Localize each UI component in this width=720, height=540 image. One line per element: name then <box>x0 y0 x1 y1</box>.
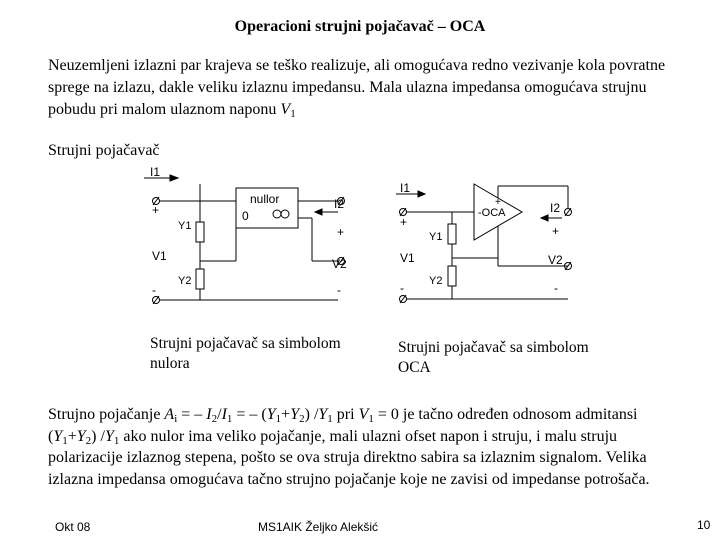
gain-y1b-symbol: Y <box>318 406 328 423</box>
gain-ai-symbol: A <box>164 406 175 423</box>
gain-text-4: = – ( <box>232 406 267 423</box>
gain-y1a-subscript: 1 <box>275 413 282 425</box>
oca-amp-plus: + <box>495 197 501 208</box>
gain-y2c-subscript: 2 <box>85 434 92 447</box>
intro-paragraph <box>48 55 688 121</box>
gain-y1a-symbol: Y <box>266 406 276 423</box>
intro-text: Neuzemljeni izlazni par krajeva se teško realizuje, ali omogućava redno vezivanje kola povratne sprege na izlazu, dakle veliku izlaznu impedansu. Mala ulazna impedansa omogućava strujnu pobudu pri malom ulaznom naponu <box>48 57 666 118</box>
gain-paragraph <box>48 404 688 490</box>
gain-text-5: + <box>281 406 291 423</box>
slide-title: Operacioni strujni pojačavač – OCA <box>234 18 486 35</box>
oca-terminals <box>400 208 572 303</box>
nullor-v2-label: V2 <box>332 257 347 271</box>
nullor-circuit-diagram <box>142 166 352 311</box>
oca-i2-label: I2 <box>550 201 561 215</box>
nullor-plus-out: + <box>337 225 345 239</box>
gain-y1b-subscript: 1 <box>327 413 333 425</box>
caption-oca: Strujni pojačavač sa simbolom OCA <box>398 339 589 376</box>
gain-y1d-symbol: Y <box>104 427 114 445</box>
gain-y1c-subscript: 1 <box>62 434 68 447</box>
gain-i2-symbol: I <box>206 406 212 423</box>
y1-resistor <box>196 222 204 242</box>
caption-nullor: Strujni pojačavač sa simbolom nulora <box>150 335 341 372</box>
i2-arrow-head <box>315 209 322 215</box>
intro-v-subscript: 1 <box>290 108 296 120</box>
oca-minus-out: - <box>554 281 558 295</box>
gain-y1c-symbol: Y <box>53 427 63 445</box>
page-number: 10 <box>697 518 711 532</box>
nullor-y2-label: Y2 <box>178 275 192 287</box>
oca-plus-out: + <box>552 224 560 238</box>
gain-y2a-symbol: Y <box>290 406 300 423</box>
i1-arrow-head <box>170 175 178 181</box>
oca-y1-label: Y1 <box>429 231 443 243</box>
oca-minus-in: - <box>400 281 404 295</box>
gain-i2-subscript: 2 <box>211 413 218 425</box>
oca-circuit-diagram <box>392 182 572 317</box>
gain-i1-symbol: I <box>221 406 227 423</box>
gain-ai-subscript: i <box>174 413 178 425</box>
nullor-i1-label: I1 <box>150 165 161 179</box>
oca-i1-label: I1 <box>400 181 411 195</box>
oca-y1-resistor <box>448 224 456 244</box>
nullor-zero-label: 0 <box>242 209 249 223</box>
oca-v2-label: V2 <box>548 253 563 267</box>
gain-text-7: pri <box>332 406 359 423</box>
gain-v1-symbol: V <box>358 406 369 423</box>
nullor-i2-label: I2 <box>334 197 345 211</box>
oca-i2-arrow-head <box>541 215 548 221</box>
oca-plus-in: + <box>400 215 408 229</box>
footer-date: Okt 08 <box>55 520 91 534</box>
gain-text-10: ) / <box>91 427 105 445</box>
nullor-plus-in: + <box>152 203 160 217</box>
nullor-y1-label: Y1 <box>178 220 192 232</box>
gain-text-11: ako nulor ima veliko pojačanje, mali ulazni ofset napon i struju, i malu struju polarizacije izlaznog stepena, pošto se ova struja direktno sabira sa izlaznim signalom. Velika izlazna impedansa omogućava tačno strujno pojačanje koje ne zavisi od impedanse potrošača. <box>48 427 650 488</box>
oca-amp-label: -OCA <box>478 207 506 219</box>
gain-text-6: ) / <box>304 406 319 423</box>
gain-y1d-subscript: 1 <box>113 434 120 447</box>
gain-text-3: / <box>217 406 222 423</box>
gain-i1-subscript: 1 <box>226 413 233 425</box>
intro-v-symbol: V <box>280 101 291 118</box>
gain-text-1: Strujno pojačanje <box>48 406 165 423</box>
gain-text-9: + <box>67 427 77 445</box>
nullor-box-label: nullor <box>250 192 280 206</box>
footer-author: MS1AIK Željko Alekšić <box>258 520 379 534</box>
oca-i1-arrow-head <box>418 191 425 197</box>
gain-v1-subscript: 1 <box>368 413 374 425</box>
gain-y2c-symbol: Y <box>76 427 86 445</box>
nullor-minus-in: - <box>152 283 156 297</box>
oca-v1-label: V1 <box>400 251 415 265</box>
nullor-minus-out: - <box>337 283 341 297</box>
gain-text-2: = – <box>177 406 207 423</box>
oca-y2-label: Y2 <box>429 275 443 287</box>
oca-y2-resistor <box>448 266 456 286</box>
gain-y2a-subscript: 2 <box>299 413 305 425</box>
y2-resistor <box>196 269 204 289</box>
section-label: Strujni pojačavač <box>48 142 160 159</box>
nullor-v1-label: V1 <box>152 249 167 263</box>
gain-text-8: = 0 je tačno određen odnosom admitansi ( <box>48 406 638 445</box>
